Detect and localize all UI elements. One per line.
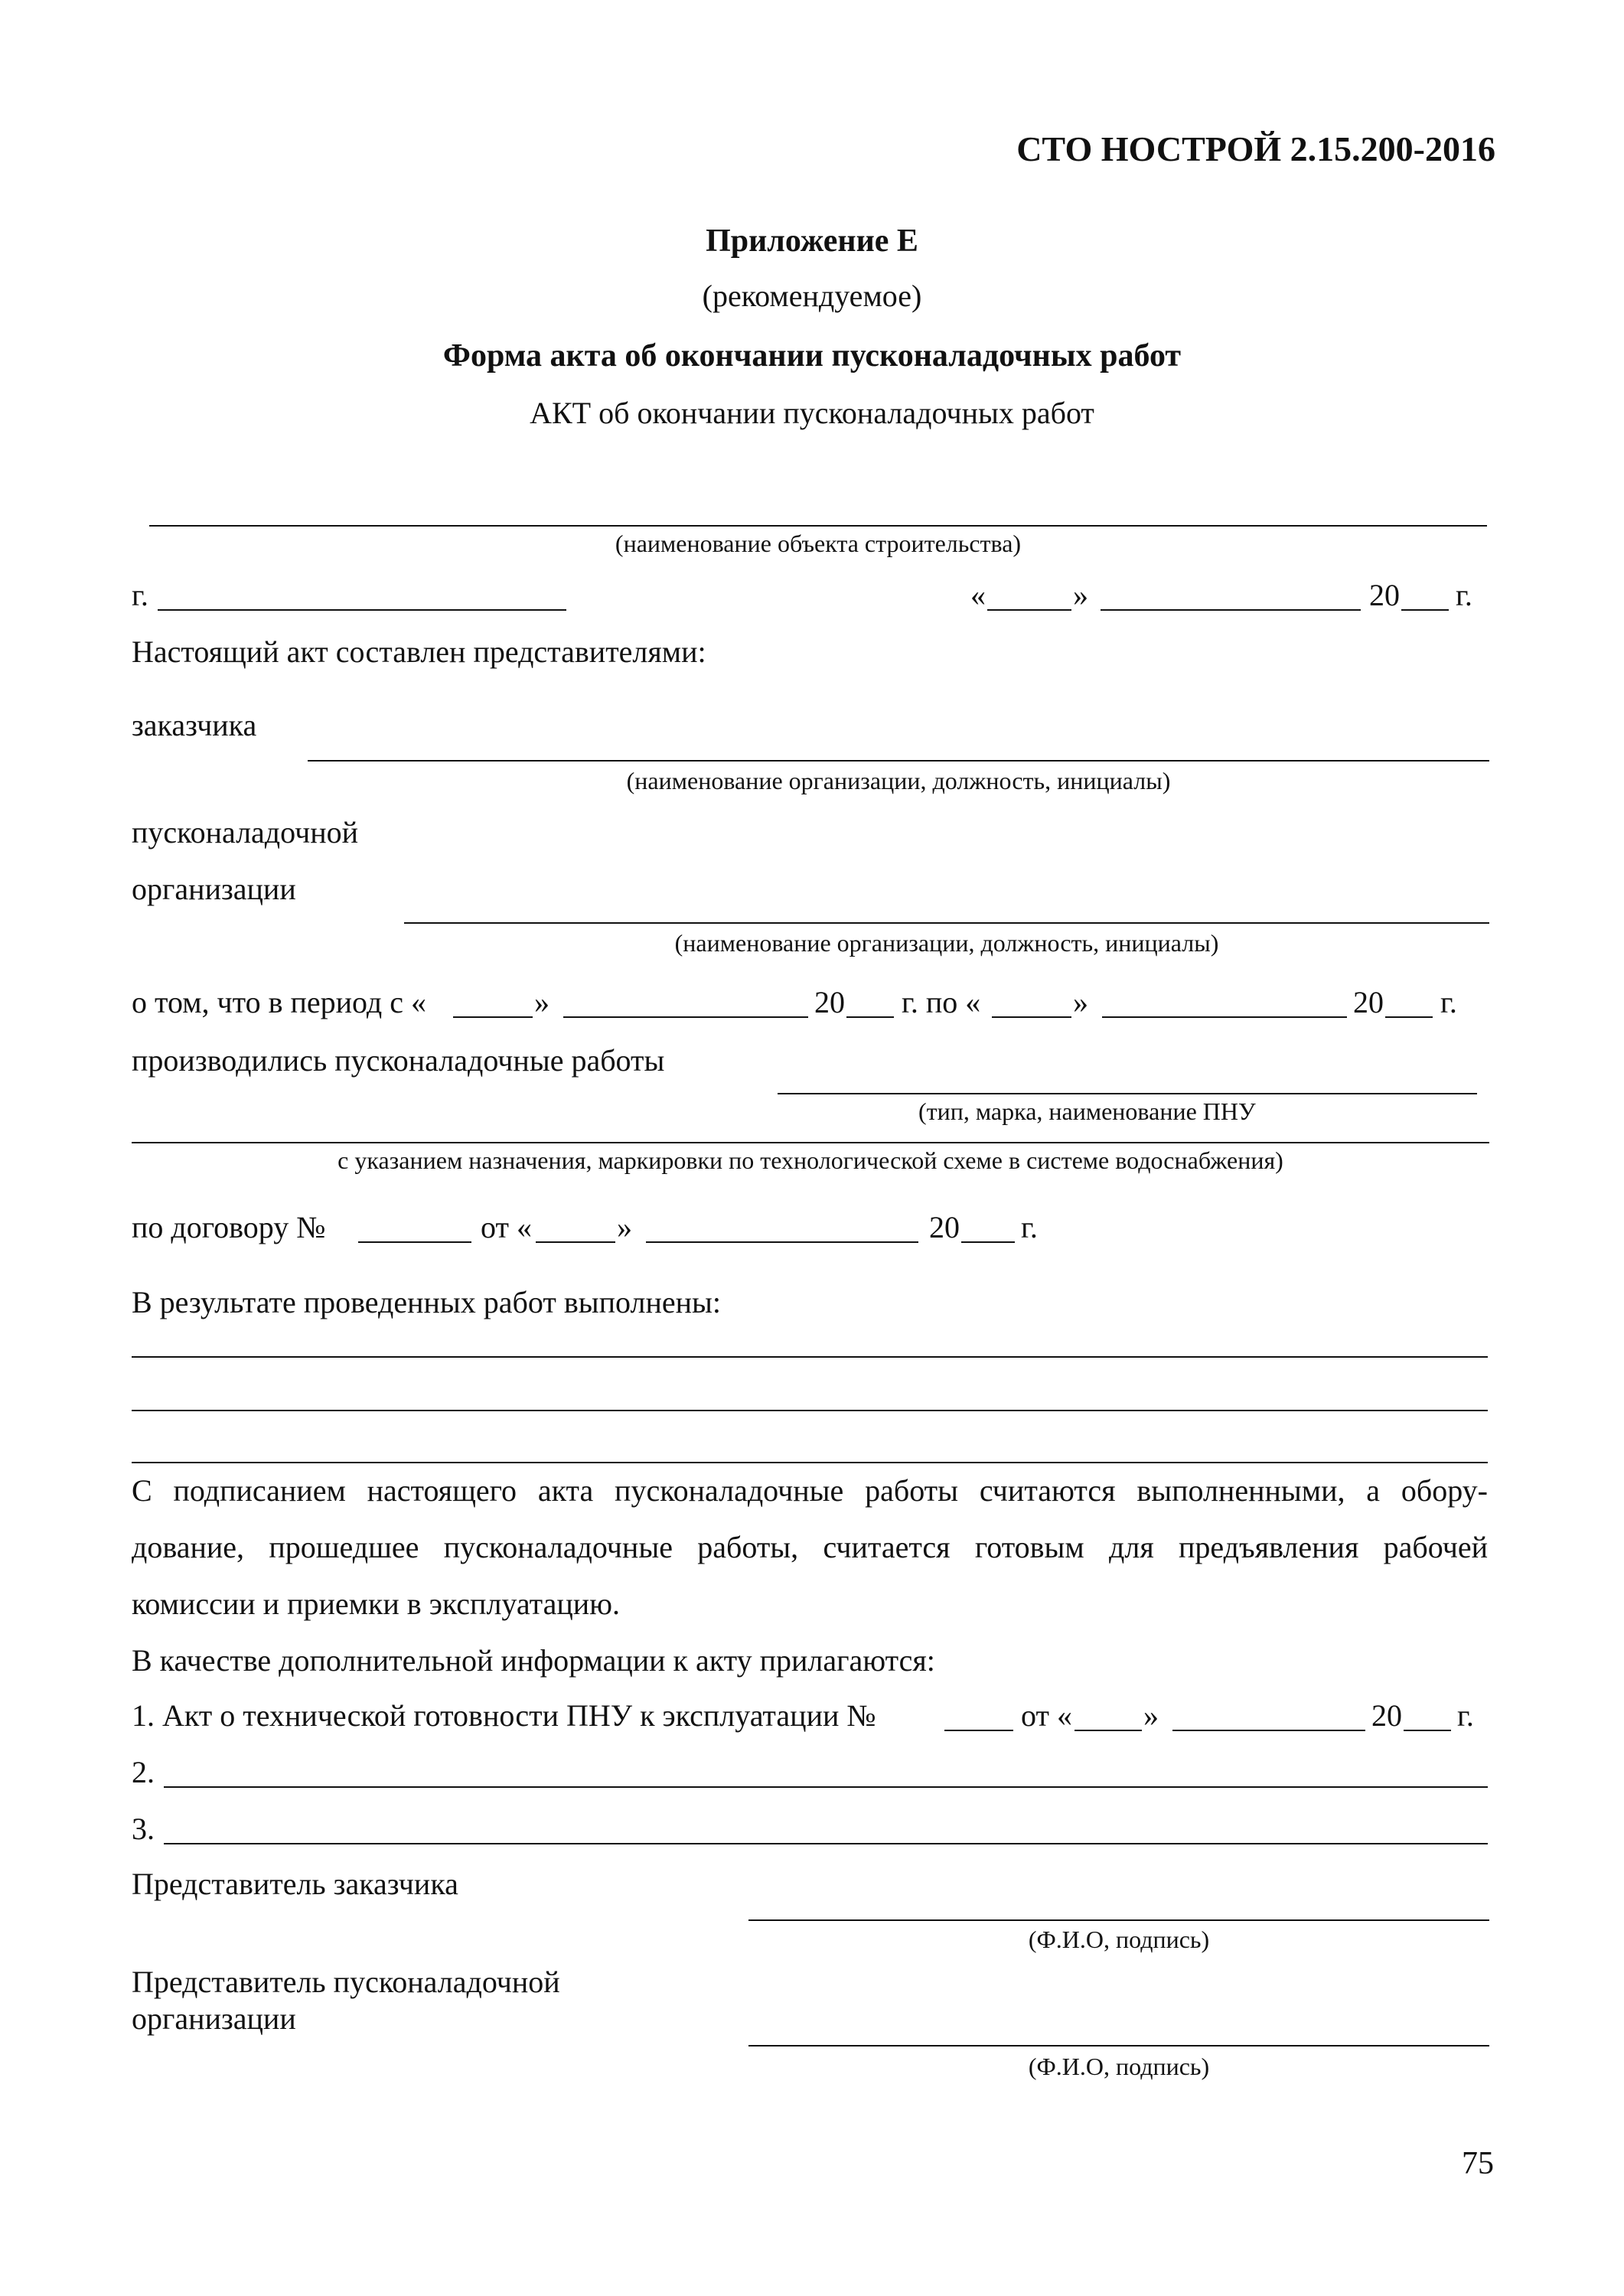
period-start-year-prefix: 20 [814, 985, 845, 1019]
org-signature-line[interactable] [748, 2045, 1489, 2047]
org-representative-label-line1: Представитель пусконаладочной [132, 1965, 560, 1999]
intro-text: Настоящий акт составлен представителями: [132, 634, 706, 669]
customer-line[interactable] [308, 760, 1489, 762]
city-prefix: г. [132, 578, 148, 612]
date-day-line[interactable] [987, 609, 1071, 611]
works-label: производились пусконаладочные работы [132, 1043, 665, 1078]
date-year-prefix: 20 [1369, 578, 1400, 612]
contract-number-line[interactable] [358, 1241, 471, 1243]
contract-year-prefix: 20 [929, 1210, 960, 1244]
date-year-suffix: г. [1456, 578, 1472, 612]
customer-signature-caption: (Ф.И.О, подпись) [1028, 1926, 1210, 1953]
attachment-1-number-line[interactable] [944, 1730, 1013, 1731]
customer-representative-label: Представитель заказчика [132, 1867, 458, 1901]
period-end-year-prefix: 20 [1353, 985, 1384, 1019]
conclusion-line-2: дование, прошедшее пусконаладочные работы, считается готовым для предъявления рабочей [132, 1530, 1488, 1564]
act-title: АКТ об окончании пусконаладочных работ [530, 396, 1094, 430]
contract-day-line[interactable] [536, 1241, 615, 1243]
period-end-month-line[interactable] [1102, 1016, 1347, 1018]
attachment-3-line[interactable] [164, 1843, 1488, 1844]
period-mid: г. по « [902, 985, 981, 1019]
contract-from: от « [481, 1210, 532, 1244]
attachment-1-from: от « [1021, 1698, 1072, 1733]
attachments-label: В качестве дополнительной информации к акту прилагаются: [132, 1643, 935, 1678]
customer-caption: (наименование организации, должность, инициалы) [626, 767, 1171, 794]
date-month-line[interactable] [1101, 609, 1361, 611]
commissioning-org-caption: (наименование организации, должность, инициалы) [674, 929, 1219, 957]
attachment-1-year-line[interactable] [1404, 1730, 1451, 1731]
org-signature-caption: (Ф.И.О, подпись) [1028, 2053, 1210, 2080]
attachment-2-number: 2. [132, 1755, 155, 1789]
period-end-year-line[interactable] [1385, 1016, 1433, 1018]
period-end-year-suffix: г. [1440, 985, 1457, 1019]
period-start-year-line[interactable] [846, 1016, 894, 1018]
form-title: Форма акта об окончании пусконаладочных работ [442, 338, 1182, 373]
date-year-line[interactable] [1401, 609, 1449, 611]
conclusion-line-3: комиссии и приемки в эксплуатацию. [132, 1587, 621, 1621]
period-text-start: о том, что в период с « [132, 985, 426, 1019]
contract-month-line[interactable] [646, 1241, 918, 1243]
attachment-3-number: 3. [132, 1812, 155, 1846]
attachment-1-text: 1. Акт о технической готовности ПНУ к эксплуатации № [132, 1698, 876, 1733]
city-line[interactable] [158, 609, 566, 611]
date-quote-open: « [970, 578, 986, 612]
appendix-heading: Приложение Е [706, 223, 918, 259]
results-line-1[interactable] [132, 1356, 1488, 1358]
results-label: В результате проведенных работ выполнены: [132, 1285, 722, 1319]
results-line-2[interactable] [132, 1410, 1488, 1411]
attachment-1-quote-close: » [1143, 1698, 1159, 1733]
object-name-caption: (наименование объекта строительства) [615, 530, 1022, 557]
period-end-day-line[interactable] [992, 1016, 1071, 1018]
commissioning-org-label-line1: пусконаладочной [132, 815, 359, 850]
date-quote-close: » [1073, 578, 1088, 612]
attachment-1-day-line[interactable] [1075, 1730, 1142, 1731]
attachment-2-line[interactable] [164, 1786, 1488, 1788]
contract-year-line[interactable] [961, 1241, 1015, 1243]
period-start-day-line[interactable] [453, 1016, 533, 1018]
period-start-quote-close: » [534, 985, 549, 1019]
org-representative-label-line2: организации [132, 2001, 296, 2036]
works-purpose-line[interactable] [132, 1142, 1489, 1143]
contract-prefix: по договору № [132, 1210, 326, 1244]
conclusion-line-1: С подписанием настоящего акта пусконаладочные работы считаются выполненными, а обору- [132, 1473, 1488, 1508]
period-end-quote-close: » [1073, 985, 1088, 1019]
results-line-3[interactable] [132, 1462, 1488, 1463]
appendix-status: (рекомендуемое) [702, 279, 922, 313]
object-name-line[interactable] [149, 525, 1487, 527]
commissioning-org-line[interactable] [404, 922, 1489, 924]
customer-signature-line[interactable] [748, 1919, 1489, 1921]
commissioning-org-label-line2: организации [132, 872, 296, 906]
works-type-line[interactable] [778, 1093, 1477, 1094]
contract-quote-close: » [617, 1210, 632, 1244]
customer-label: заказчика [132, 708, 257, 742]
attachment-1-year-prefix: 20 [1371, 1698, 1402, 1733]
works-type-caption: (тип, марка, наименование ПНУ [918, 1097, 1256, 1125]
works-purpose-caption: с указанием назначения, маркировки по технологической схеме в системе водоснабжения) [338, 1146, 1283, 1174]
contract-year-suffix: г. [1021, 1210, 1038, 1244]
attachment-1-year-suffix: г. [1457, 1698, 1474, 1733]
period-start-month-line[interactable] [563, 1016, 808, 1018]
attachment-1-month-line[interactable] [1172, 1730, 1365, 1731]
document-standard-code: СТО НОСТРОЙ 2.15.200-2016 [1016, 129, 1495, 168]
page-number: 75 [1462, 2146, 1494, 2181]
